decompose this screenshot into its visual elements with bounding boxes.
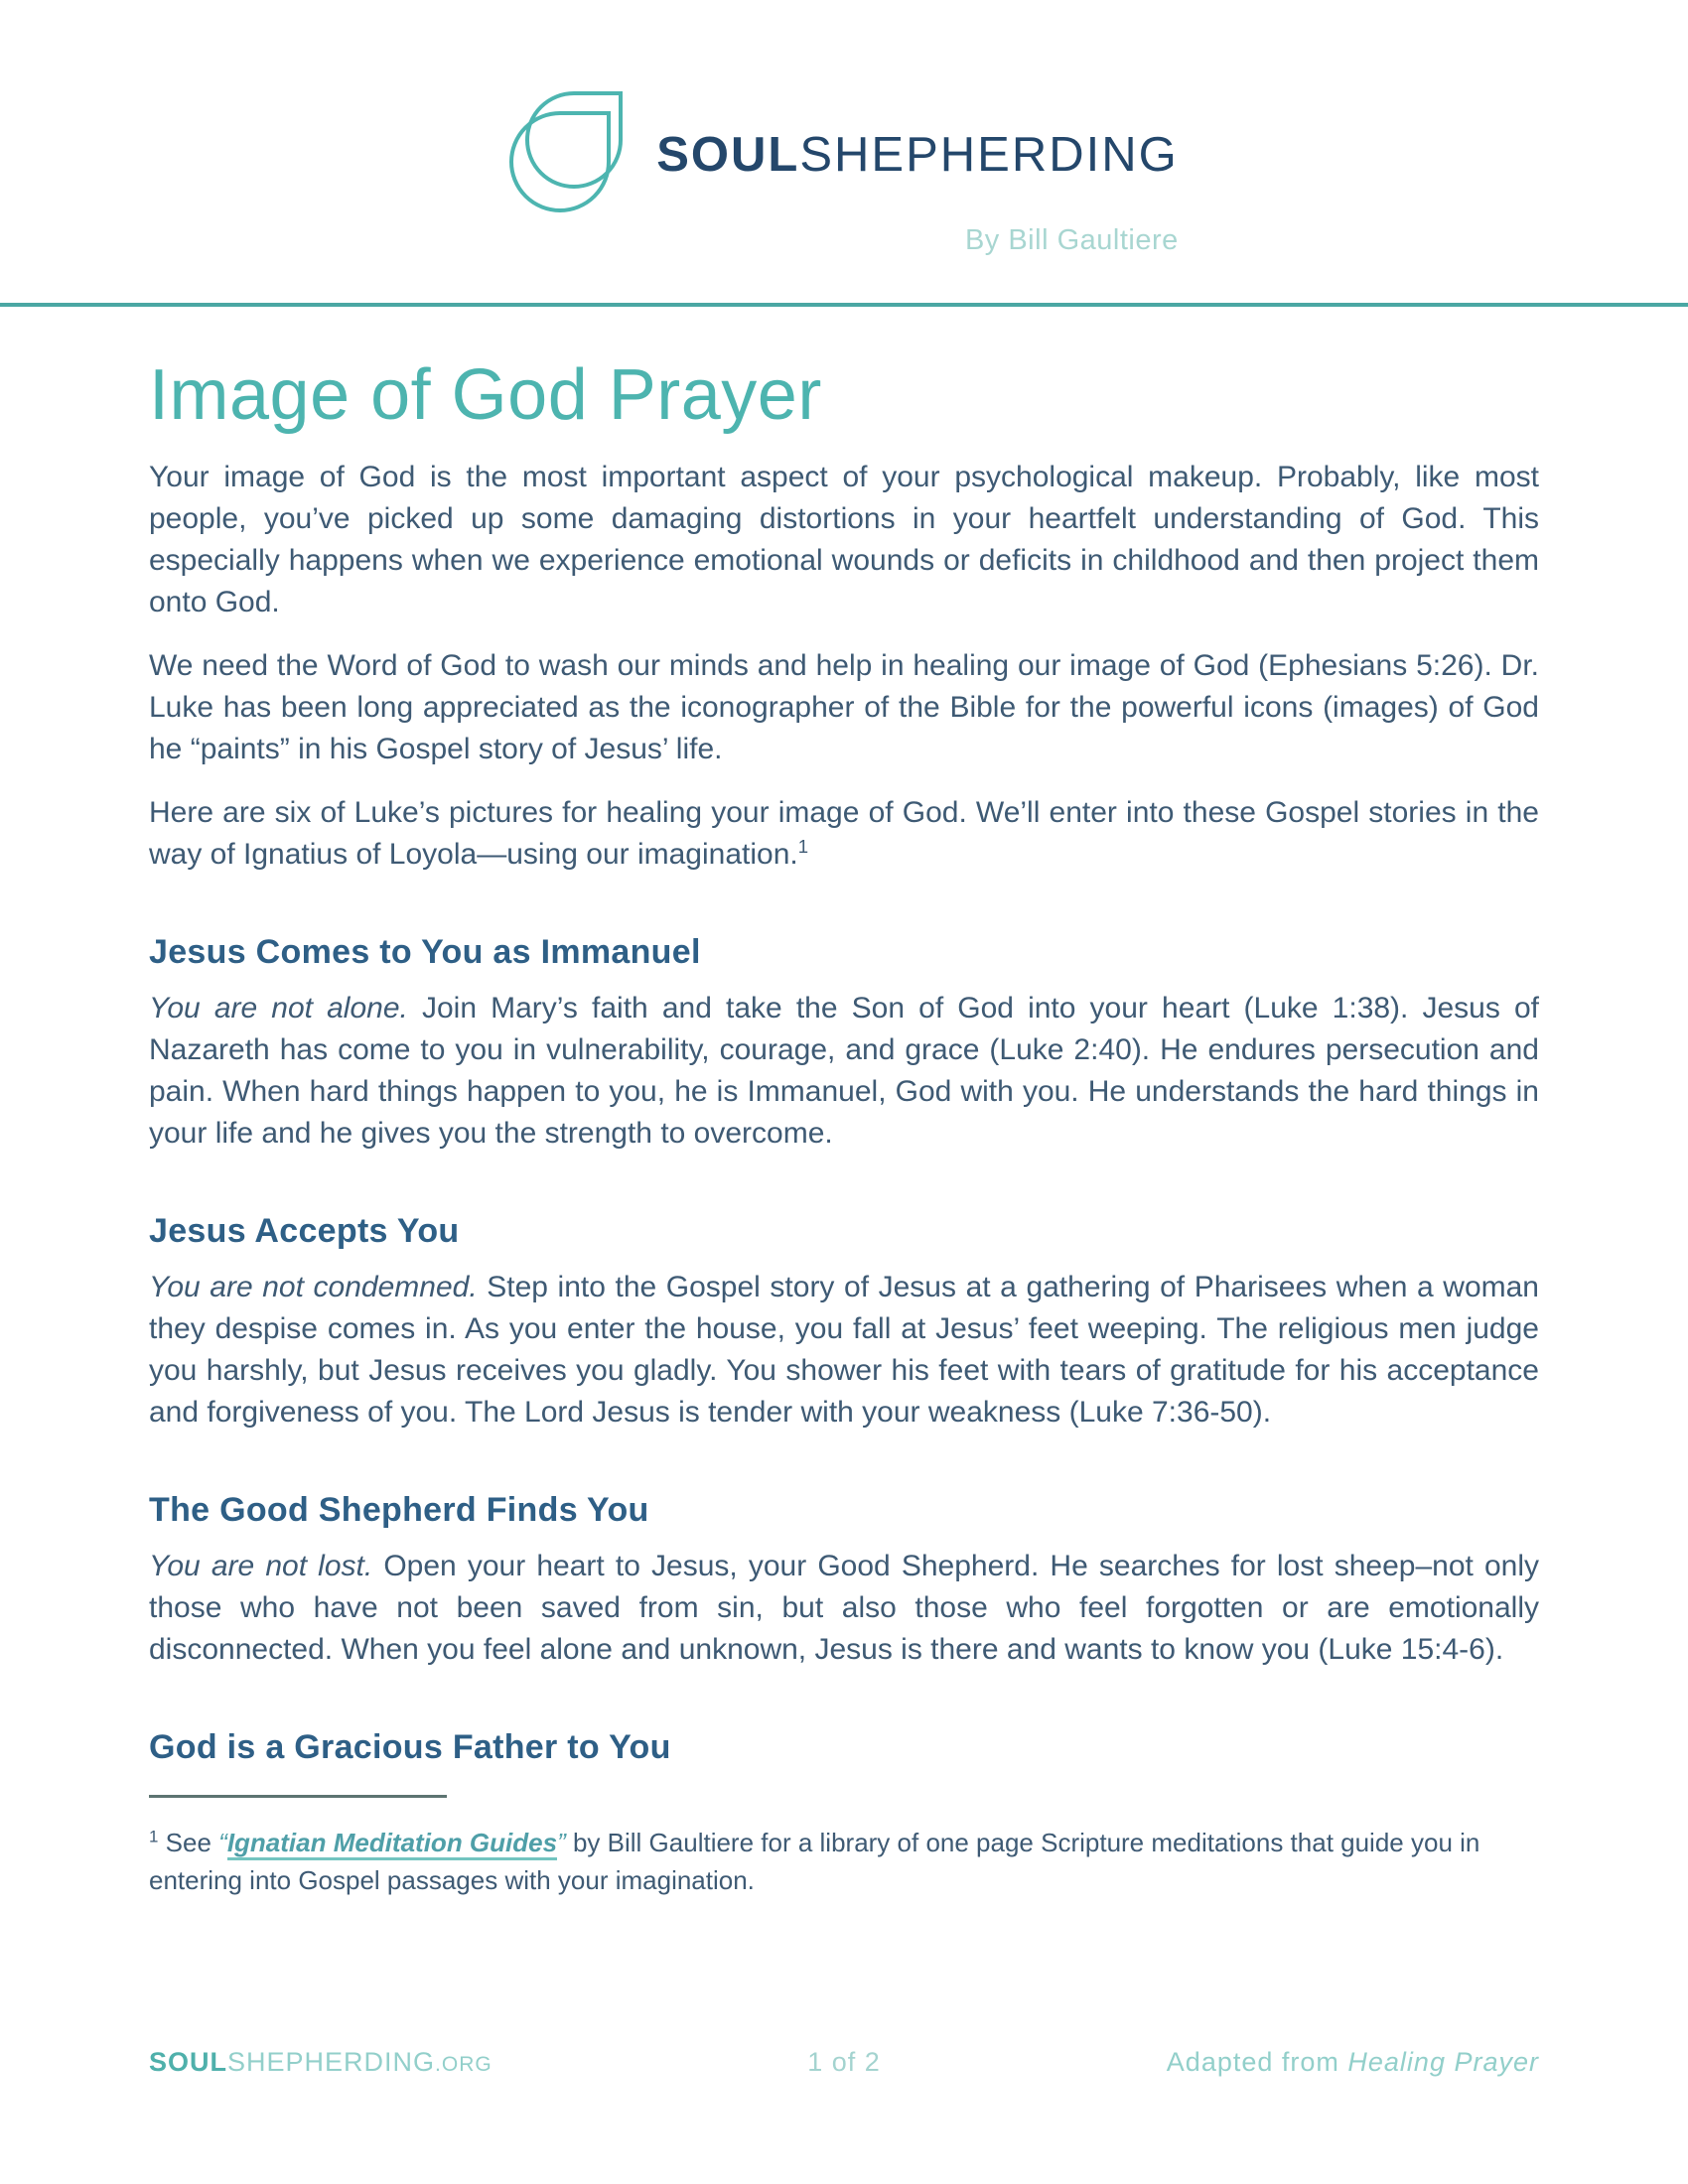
intro-paragraph-3	[149, 792, 1539, 876]
footer-site-tld: .ORG	[435, 2053, 492, 2076]
leaf-outline-front	[509, 111, 611, 212]
footnote-before-text: See	[165, 1828, 211, 1858]
section-lead-immanuel: You are not alone.	[149, 992, 408, 1025]
footnote-divider-rule	[149, 1795, 447, 1798]
header	[509, 91, 1179, 257]
footnote-open-quote: “	[218, 1828, 227, 1858]
page-title: Image of God Prayer	[149, 355, 822, 435]
footnote-after-text: by Bill Gaultiere for a library of one page Scripture meditations that guide you in entering into Gospel passages with your imagination.	[149, 1828, 1480, 1896]
section-paragraph-immanuel	[149, 988, 1539, 1155]
footnote-reference: 1	[797, 836, 809, 858]
section-heading-father: God is a Gracious Father to You	[149, 1728, 671, 1767]
intro-paragraph-2: We need the Word of God to wash our minds and help in healing our image of God (Ephesians 5:26). Dr. Luke has been long appreciated as the iconographer of the Bible for the powerful icons (images) of God he “paints” in his Gospel story of Jesus’ life.	[149, 649, 1539, 766]
footer-credit	[1167, 2047, 1539, 2078]
footer-site-url	[149, 2047, 492, 2078]
section-paragraph-accepts	[149, 1267, 1539, 1433]
page-number: 1 of 2	[807, 2047, 881, 2077]
section-heading-immanuel: Jesus Comes to You as Immanuel	[149, 933, 701, 972]
section-text-immanuel: Join Mary’s faith and take the Son of God into your heart (Luke 1:38). Jesus of Nazareth has come to you in vulnerability, courage, and grace (Luke 2:40). He endures persecution and pain. When hard things happen to you, he is Immanuel, God with you. He understands the hard things in your life and he gives you the strength to overcome.	[149, 992, 1539, 1151]
section-heading-accepts: Jesus Accepts You	[149, 1212, 460, 1251]
intro-paragraph-1: Your image of God is the most important aspect of your psychological makeup. Probably, like most people, you’ve picked up some damaging distortions in your heartfelt understanding of God. This especially happens when we experience emotional wounds or deficits in childhood and then project them onto God.	[149, 461, 1539, 619]
section-lead-shepherd: You are not lost.	[149, 1550, 373, 1583]
footnote	[149, 1824, 1539, 1899]
section-text-shepherd: Open your heart to Jesus, your Good Shepherd. He searches for lost sheep–not only those who have not been saved from sin, but also those who feel forgotten or are emotionally disconnected. When you feel alone and unknown, Jesus is there and wants to know you (Luke 15:4-6).	[149, 1550, 1539, 1667]
intro-paragraph-3-text: Here are six of Luke’s pictures for healing your image of God. We’ll enter into these Gospel stories in the way of Ignatius of Loyola—using our imagination.	[149, 796, 1539, 872]
footer-site-shepherding: SHEPHERDING	[227, 2047, 436, 2077]
footer-credit-prefix: Adapted from	[1166, 2047, 1339, 2077]
brand-row	[509, 91, 1179, 218]
brand-wordmark	[656, 127, 1179, 183]
brand-wordmark-shepherding: SHEPHERDING	[799, 128, 1179, 182]
ignatian-meditation-guides-link[interactable]: Ignatian Meditation Guides	[227, 1828, 557, 1860]
section-lead-accepts: You are not condemned.	[149, 1271, 478, 1304]
footer-credit-book-title: Healing Prayer	[1347, 2047, 1539, 2077]
brand-wordmark-soul: SOUL	[656, 128, 800, 182]
section-paragraph-shepherd	[149, 1546, 1539, 1671]
document-body	[0, 356, 1688, 1899]
footnote-close-quote: ”	[557, 1828, 566, 1858]
soul-shepherding-leaf-logo-icon	[509, 91, 627, 218]
author-byline: By Bill Gaultiere	[964, 224, 1179, 256]
footnote-marker: 1	[149, 1827, 159, 1846]
section-heading-shepherd: The Good Shepherd Finds You	[149, 1491, 649, 1530]
section-text-accepts: Step into the Gospel story of Jesus at a gathering of Pharisees when a woman they despise comes in. As you enter the house, you fall at Jesus’ feet weeping. The religious men judge you harshly, but Jesus receives you gladly. You shower his feet with tears of gratitude for his acceptance and forgiveness of you. The Lord Jesus is tender with your weakness (Luke 7:36-50).	[149, 1271, 1539, 1430]
footer-site-soul: SOUL	[149, 2047, 228, 2077]
header-divider-rule	[0, 303, 1688, 307]
